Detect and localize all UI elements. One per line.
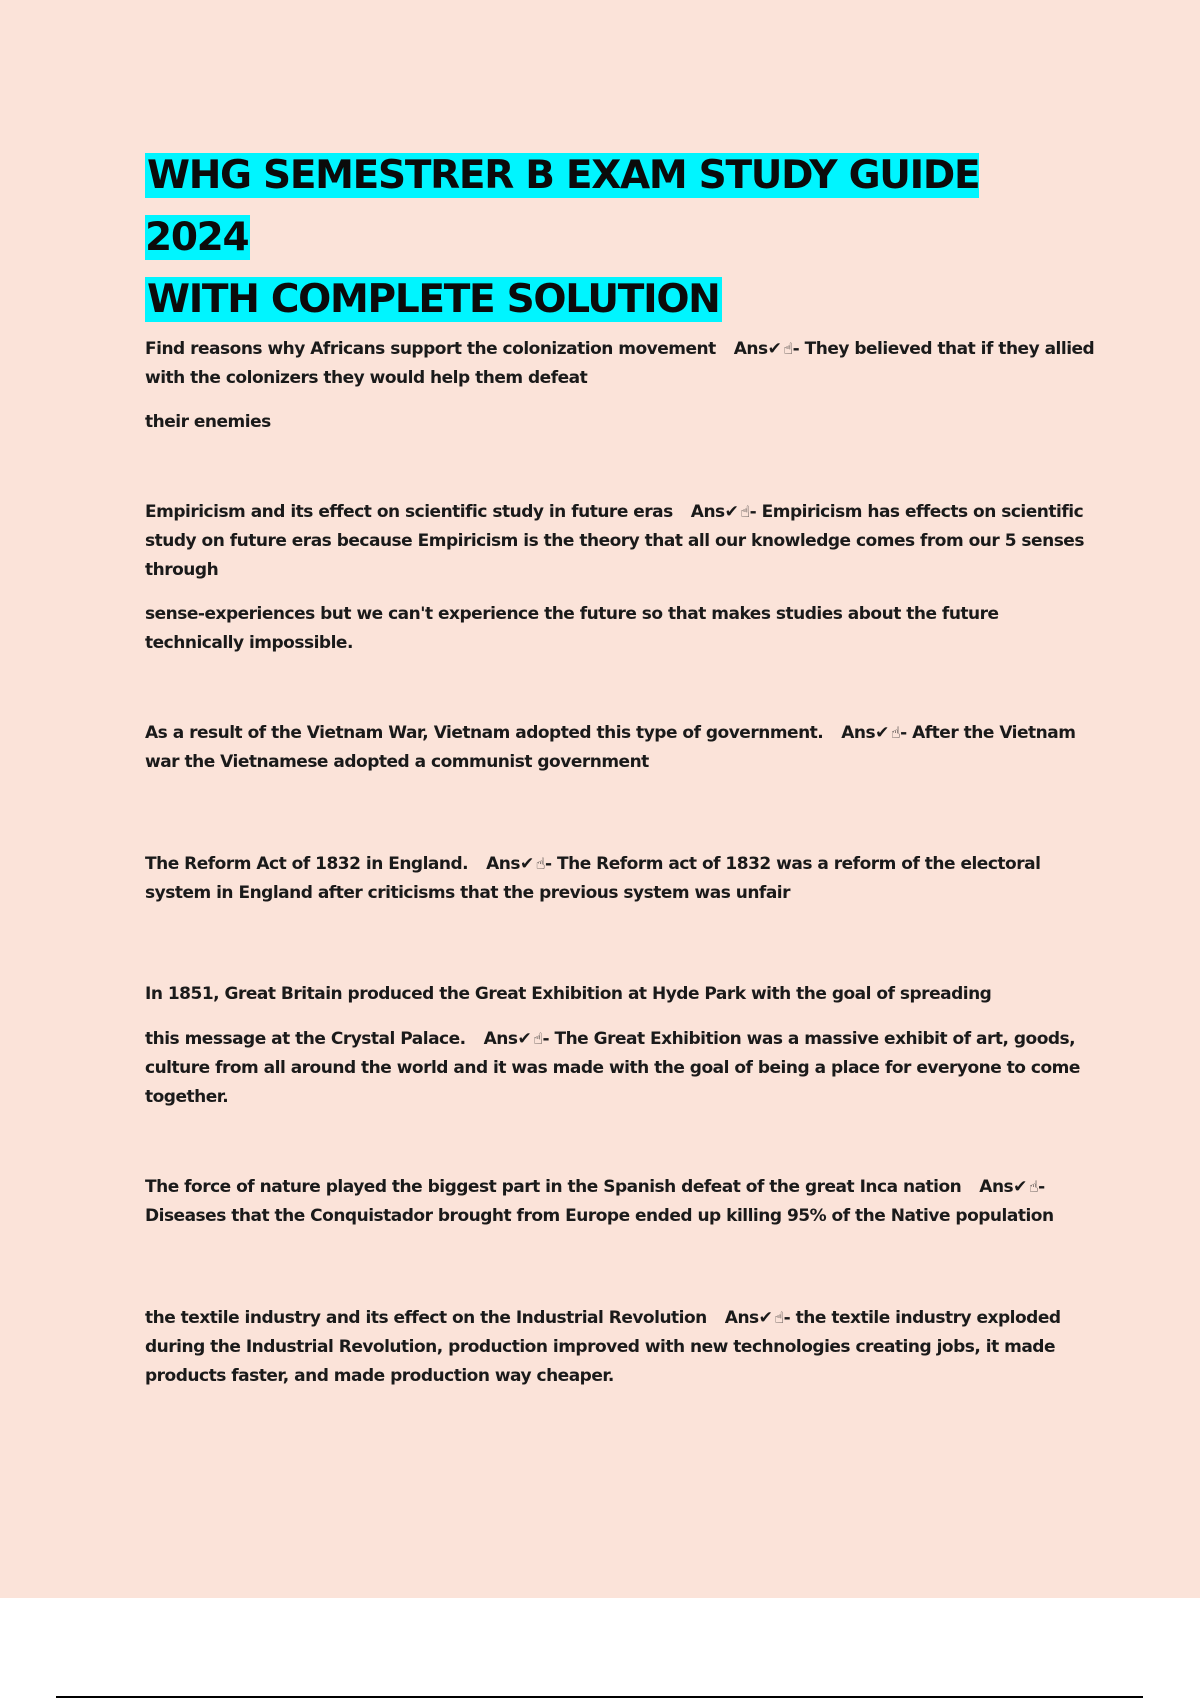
ans-label: Ans (724, 1308, 759, 1328)
qa-item (145, 1303, 1095, 1391)
answer-text: - The Great Exhibition was a massive exhibit of art, goods, culture from all around the world and it was made with the goal of being a place for everyone to come together. (145, 1029, 1080, 1107)
ans-label: Ans (486, 854, 521, 874)
check-icon: ✔ (1013, 1177, 1027, 1197)
hand-pointing-icon: ☝ (774, 1308, 784, 1327)
qa-item (145, 849, 1095, 908)
check-icon: ✔ (875, 723, 889, 743)
hand-pointing-icon: ☝ (890, 723, 901, 742)
qa-item (145, 1172, 1095, 1231)
answer-continuation: their enemies (145, 412, 271, 432)
qa-item (145, 334, 1095, 437)
ans-label: Ans (979, 1177, 1014, 1197)
qa-item (145, 980, 1095, 1112)
qa-item (145, 497, 1095, 658)
question-text: The Reform Act of 1832 in England. (145, 854, 469, 874)
qa-question-answer (145, 849, 1095, 908)
title-line-1: WHG SEMESTRER B EXAM STUDY GUIDE 2024 (145, 153, 980, 260)
ans-label: Ans (733, 339, 768, 359)
document-title (145, 145, 1085, 331)
ans-label: Ans (483, 1029, 518, 1049)
title-line-2: WITH COMPLETE SOLUTION (147, 277, 720, 322)
check-icon: ✔ (758, 1308, 773, 1328)
hand-pointing-icon: ☝ (533, 1029, 543, 1048)
ans-label: Ans (841, 723, 876, 743)
qa-list (145, 334, 1095, 1451)
footer-divider (56, 1696, 1143, 1698)
answer-text: - the textile industry exploded during the Industrial Revolution, production improved with new technologies creating jobs, it made products faster, and made production way cheaper. (145, 1308, 1061, 1386)
question-text: In 1851, Great Britain produced the Great Exhibition at Hyde Park with the goal of spreading (145, 984, 992, 1004)
answer-text: - They believed that if they allied with the colonizers they would help them defeat (145, 339, 1095, 388)
answer-text: - Diseases that the Conquistador brought from Europe ended up killing 95% of the Native population (145, 1177, 1054, 1226)
qa-item (145, 718, 1095, 777)
qa-question-answer (145, 718, 1095, 777)
qa-question-answer (145, 1024, 1095, 1112)
answer-text: - After the Vietnam war the Vietnamese adopted a communist government (145, 723, 1076, 772)
ans-label: Ans (690, 502, 725, 522)
qa-question-answer (145, 497, 1095, 585)
qa-question-answer (145, 1303, 1095, 1391)
check-icon: ✔ (520, 854, 534, 874)
hand-pointing-icon: ☝ (740, 502, 750, 521)
answer-continuation: sense-experiences but we can't experience the future so that makes studies about the future technically impossible. (145, 604, 999, 653)
question-text-continuation: this message at the Crystal Palace. (145, 1029, 466, 1049)
hand-pointing-icon: ☝ (783, 339, 793, 358)
check-icon: ✔ (767, 339, 782, 359)
question-text: Empiricism and its effect on scientific study in future eras (145, 502, 673, 522)
check-icon: ✔ (724, 502, 739, 522)
question-text: The force of nature played the biggest part in the Spanish defeat of the great Inca nation (145, 1177, 962, 1197)
question-text: As a result of the Vietnam War, Vietnam adopted this type of government. (145, 723, 824, 743)
qa-question-answer (145, 334, 1095, 393)
question-text: the textile industry and its effect on the Industrial Revolution (145, 1308, 707, 1328)
hand-pointing-icon: ☝ (535, 854, 546, 873)
hand-pointing-icon: ☝ (1028, 1177, 1039, 1196)
qa-question-answer (145, 1172, 1095, 1231)
answer-text: - The Reform act of 1832 was a reform of the electoral system in England after criticisms that the previous system was unfair (145, 854, 1041, 903)
check-icon: ✔ (517, 1029, 532, 1049)
answer-text: - Empiricism has effects on scientific study on future eras because Empiricism is the theory that all our knowledge comes from our 5 senses through (145, 502, 1084, 580)
question-text: Find reasons why Africans support the colonization movement (145, 339, 716, 359)
